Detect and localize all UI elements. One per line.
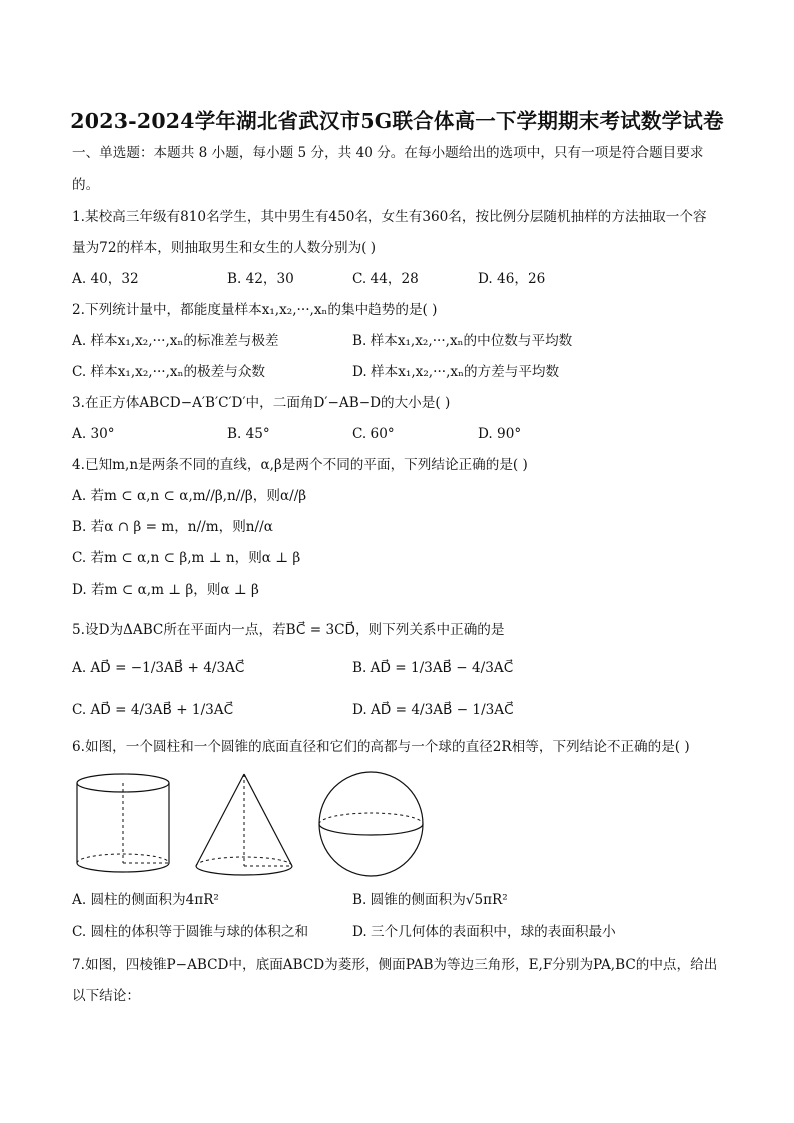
q3-option-c: C. 60° [352, 426, 395, 442]
q4-stem: 4.已知m,n是两条不同的直线，α,β是两个不同的平面，下列结论正确的是( ) [72, 457, 528, 473]
page-title: 2023-2024学年湖北省武汉市5G联合体高一下学期期末考试数学试卷 [70, 109, 724, 133]
q1-option-c: C. 44，28 [352, 271, 419, 287]
q5-option-a: A. AD⃗ = −1/3AB⃗ + 4/3AC⃗ [72, 660, 245, 676]
q4-option-c: C. 若m ⊂ α,n ⊂ β,m ⊥ n，则α ⊥ β [72, 550, 301, 566]
cylinder-figure [70, 770, 180, 880]
q6-option-a: A. 圆柱的侧面积为4πR² [72, 892, 219, 908]
q4-option-a: A. 若m ⊂ α,n ⊂ α,m//β,n//β，则α//β [72, 488, 307, 504]
q6-option-b: B. 圆锥的侧面积为√5πR² [352, 892, 508, 908]
q7-stem-line2: 以下结论： [72, 988, 140, 1004]
q2-option-c: C. 样本x₁,x₂,···,xₙ的极差与众数 [72, 364, 266, 380]
q1-option-b: B. 42，30 [227, 271, 294, 287]
q5-option-d: D. AD⃗ = 4/3AB⃗ − 1/3AC⃗ [352, 702, 514, 718]
sphere-figure [315, 768, 427, 880]
q3-option-a: A. 30° [72, 426, 115, 442]
q5-option-b: B. AD⃗ = 1/3AB⃗ − 4/3AC⃗ [352, 660, 514, 676]
q2-option-d: D. 样本x₁,x₂,···,xₙ的方差与平均数 [352, 364, 560, 380]
q3-option-d: D. 90° [478, 426, 522, 442]
q5-stem: 5.设D为ΔABC所在平面内一点，若BC⃗ = 3CD⃗，则下列关系中正确的是 [72, 622, 505, 638]
q1-stem-line1: 1.某校高三年级有810名学生，其中男生有450名，女生有360名，按比例分层随机抽样的方法抽取一个容 [72, 209, 707, 225]
q1-stem-line2: 量为72的样本，则抽取男生和女生的人数分别为( ) [72, 240, 377, 256]
q5-option-c: C. AD⃗ = 4/3AB⃗ + 1/3AC⃗ [72, 702, 234, 718]
cone-figure [192, 770, 302, 882]
q3-stem: 3.在正方体ABCD−A′B′C′D′中，二面角D′−AB−D的大小是( ) [72, 395, 451, 411]
q2-option-a: A. 样本x₁,x₂,···,xₙ的标准差与极差 [72, 333, 279, 349]
q1-option-d: D. 46，26 [478, 271, 546, 287]
q4-option-d: D. 若m ⊂ α,m ⊥ β，则α ⊥ β [72, 582, 259, 598]
q2-stem: 2.下列统计量中，都能度量样本x₁,x₂,···,xₙ的集中趋势的是( ) [72, 302, 438, 318]
q6-stem: 6.如图，一个圆柱和一个圆锥的底面直径和它们的高都与一个球的直径2R相等，下列结论不正确的是( ) [72, 739, 690, 755]
q6-option-d: D. 三个几何体的表面积中，球的表面积最小 [352, 924, 616, 940]
section-heading-line2: 的。 [72, 177, 100, 193]
section-heading-line1: 一、单选题：本题共 8 小题，每小题 5 分，共 40 分。在每小题给出的选项中，只有一项是符合题目要求 [72, 145, 704, 161]
q4-option-b: B. 若α ∩ β = m，n//m，则n//α [72, 519, 273, 535]
q1-option-a: A. 40，32 [72, 271, 139, 287]
q3-option-b: B. 45° [227, 426, 270, 442]
q2-option-b: B. 样本x₁,x₂,···,xₙ的中位数与平均数 [352, 333, 573, 349]
q6-option-c: C. 圆柱的体积等于圆锥与球的体积之和 [72, 924, 309, 940]
q7-stem-line1: 7.如图，四棱锥P−ABCD中，底面ABCD为菱形，侧面PAB为等边三角形，E,F分别为PA,BC的中点，给出 [72, 957, 718, 973]
